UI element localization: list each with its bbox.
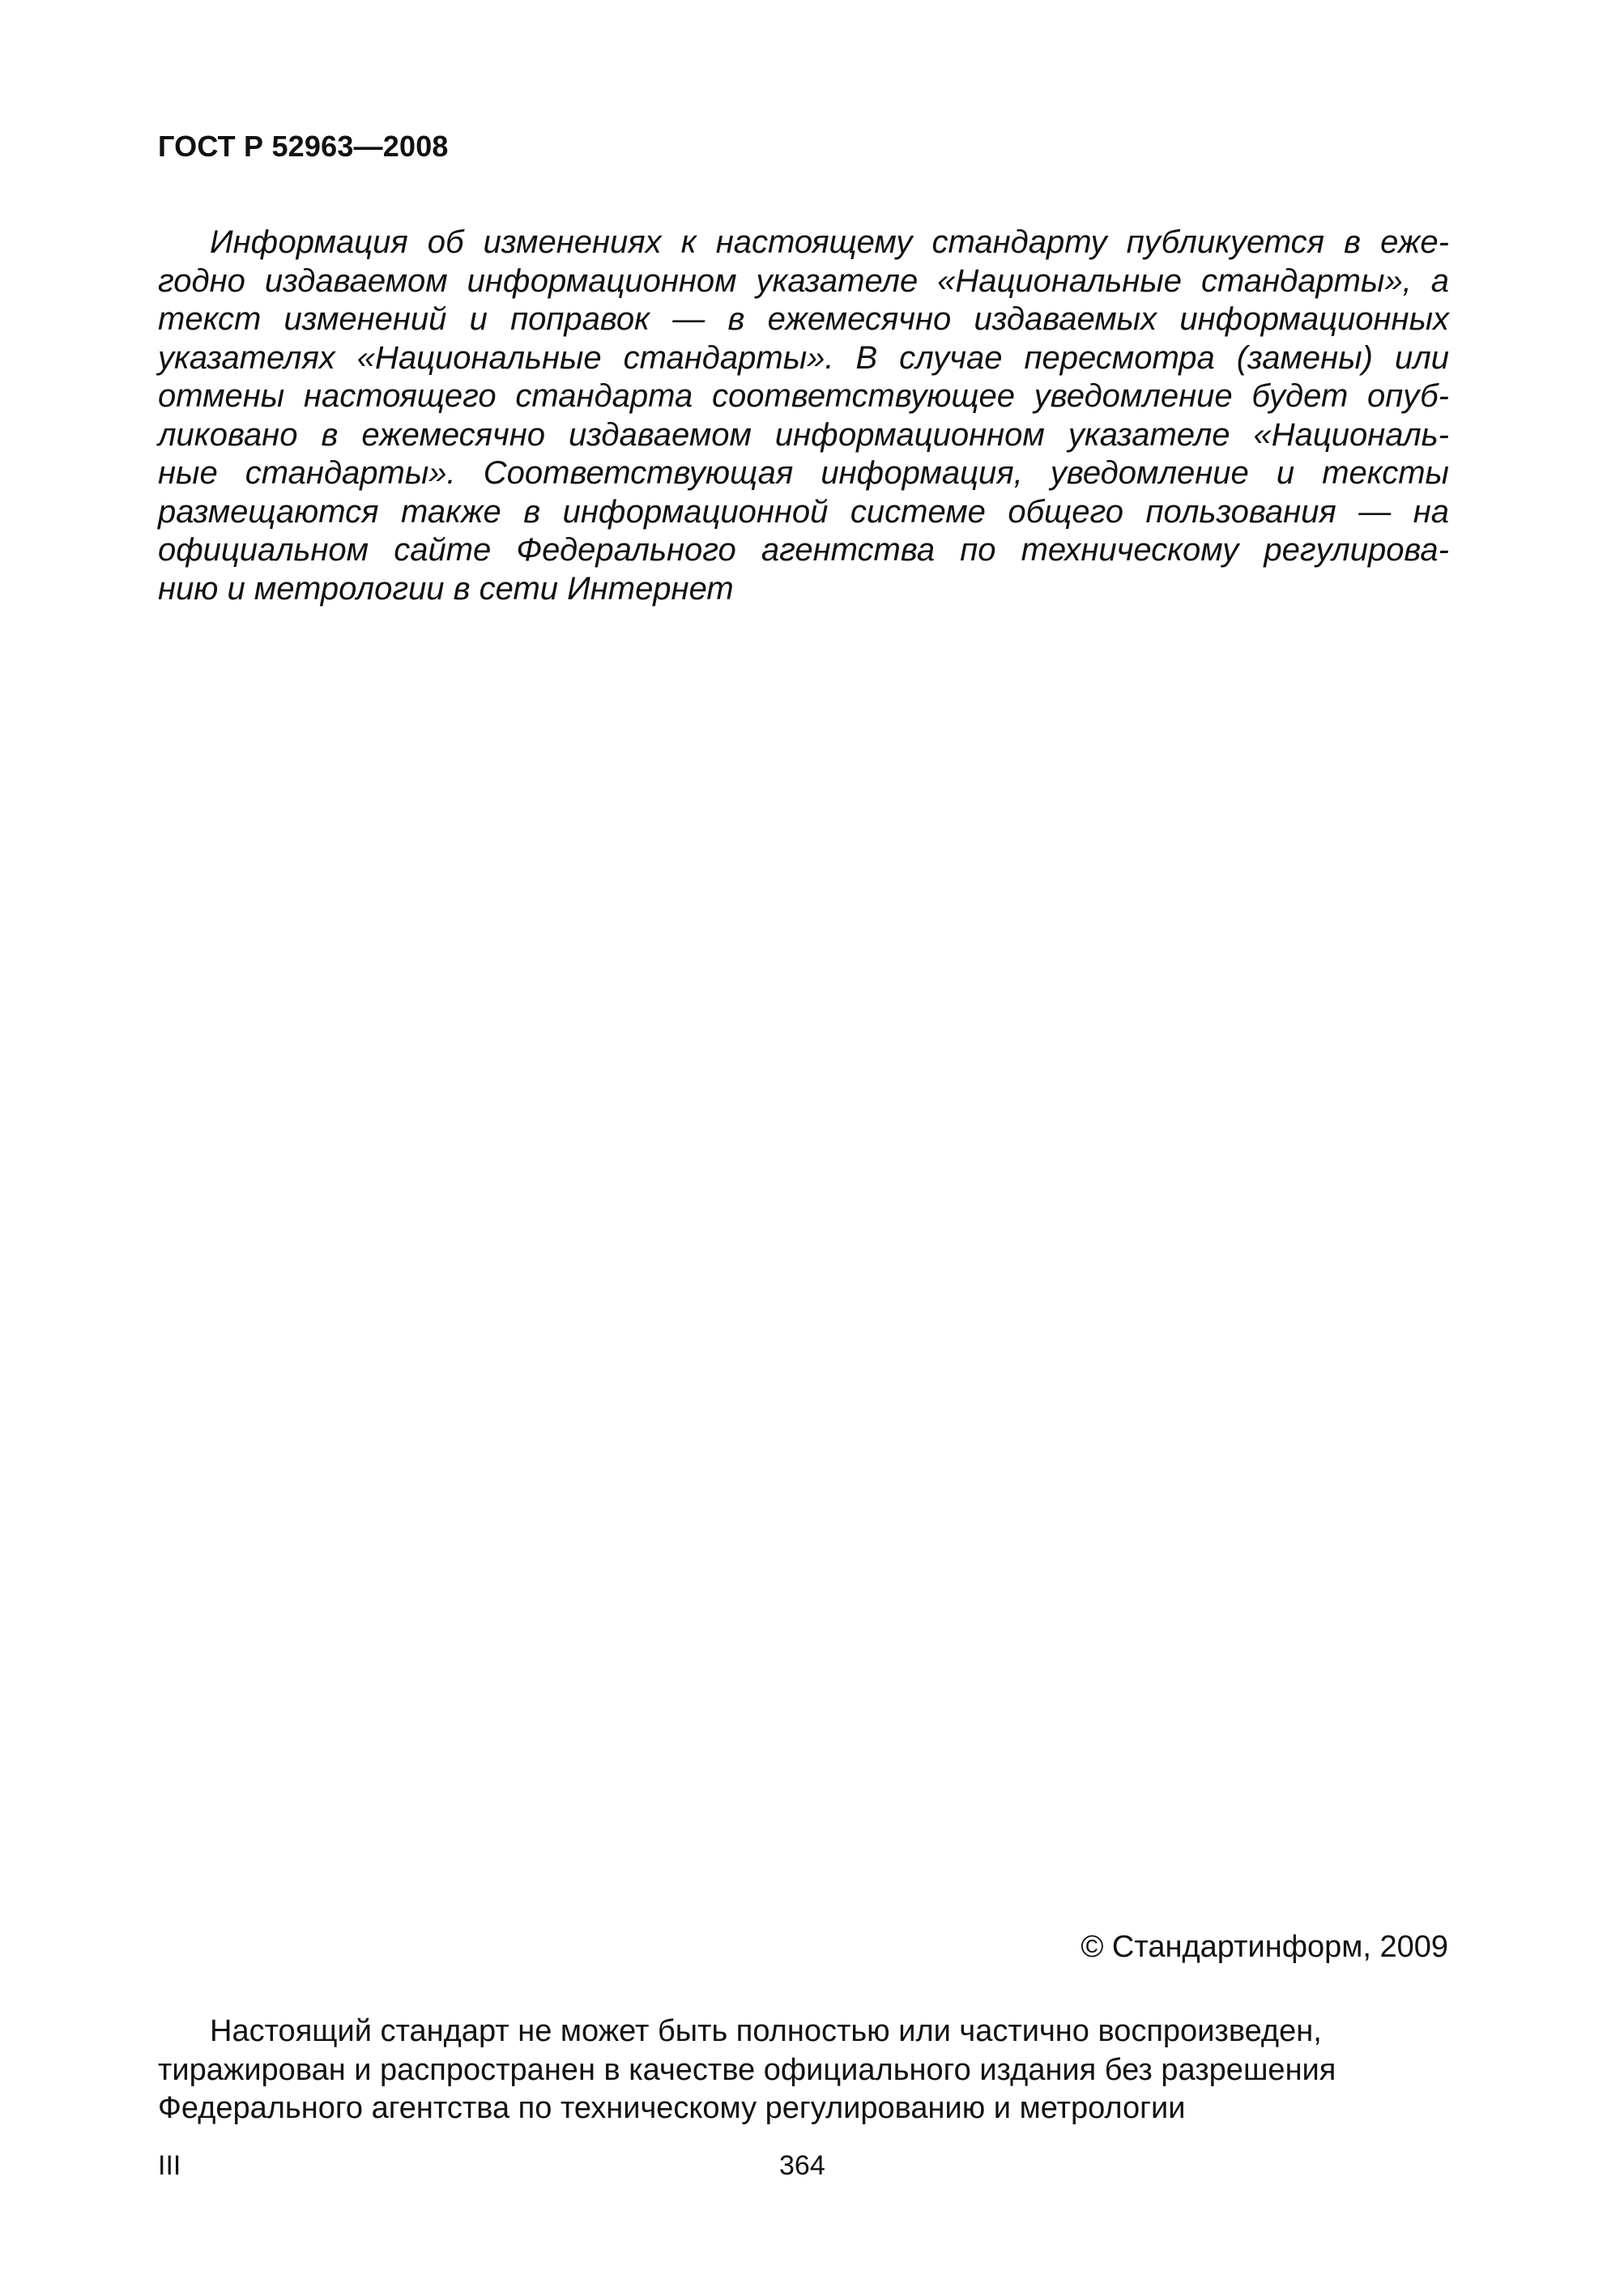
notice-line-10: нию и метрологии в сети Интернет [158,570,734,607]
rights-line-2: тиражирован и распространен в качестве официального издания без разрешения [158,2052,1336,2087]
reproduction-rights-paragraph [158,2013,1449,2128]
notice-line-1: Информация об изменениях к настоящему стандарту публикуется в еже- [210,224,1449,260]
document-header: ГОСТ Р 52963—2008 [158,130,449,163]
notice-line-7: ные стандарты». Соответствующая информация, уведомление и тексты [158,455,1449,491]
page-roman-numeral: III [158,2150,181,2181]
rights-line-1: Настоящий стандарт не может быть полностью или частично воспроизведен, [210,2014,1322,2048]
notice-line-5: отмены настоящего стандарта соответствующее уведомление будет опуб- [158,378,1449,414]
notice-line-6: ликовано в ежемесячно издаваемом информационном указателе «Националь- [158,416,1449,453]
rights-line-3: Федерального агентства по техническому регулированию и метрологии [158,2091,1186,2125]
notice-line-8: размещаются также в информационной системе общего пользования — на [158,493,1449,530]
copyright-line: © Стандартинформ, 2009 [1081,1930,1448,1964]
notice-line-3: текст изменений и поправок — в ежемесячно издаваемых информационных [158,301,1449,337]
notice-line-4: указателях «Национальные стандарты». В случае пересмотра (замены) или [158,339,1449,376]
notice-line-2: годно издаваемом информационном указателе «Национальные стандарты», а [158,262,1449,299]
page-number: 364 [779,2150,825,2181]
change-notice-paragraph [158,224,1449,608]
notice-line-9: официальном сайте Федерального агентства по техническому регулирова- [158,532,1449,568]
